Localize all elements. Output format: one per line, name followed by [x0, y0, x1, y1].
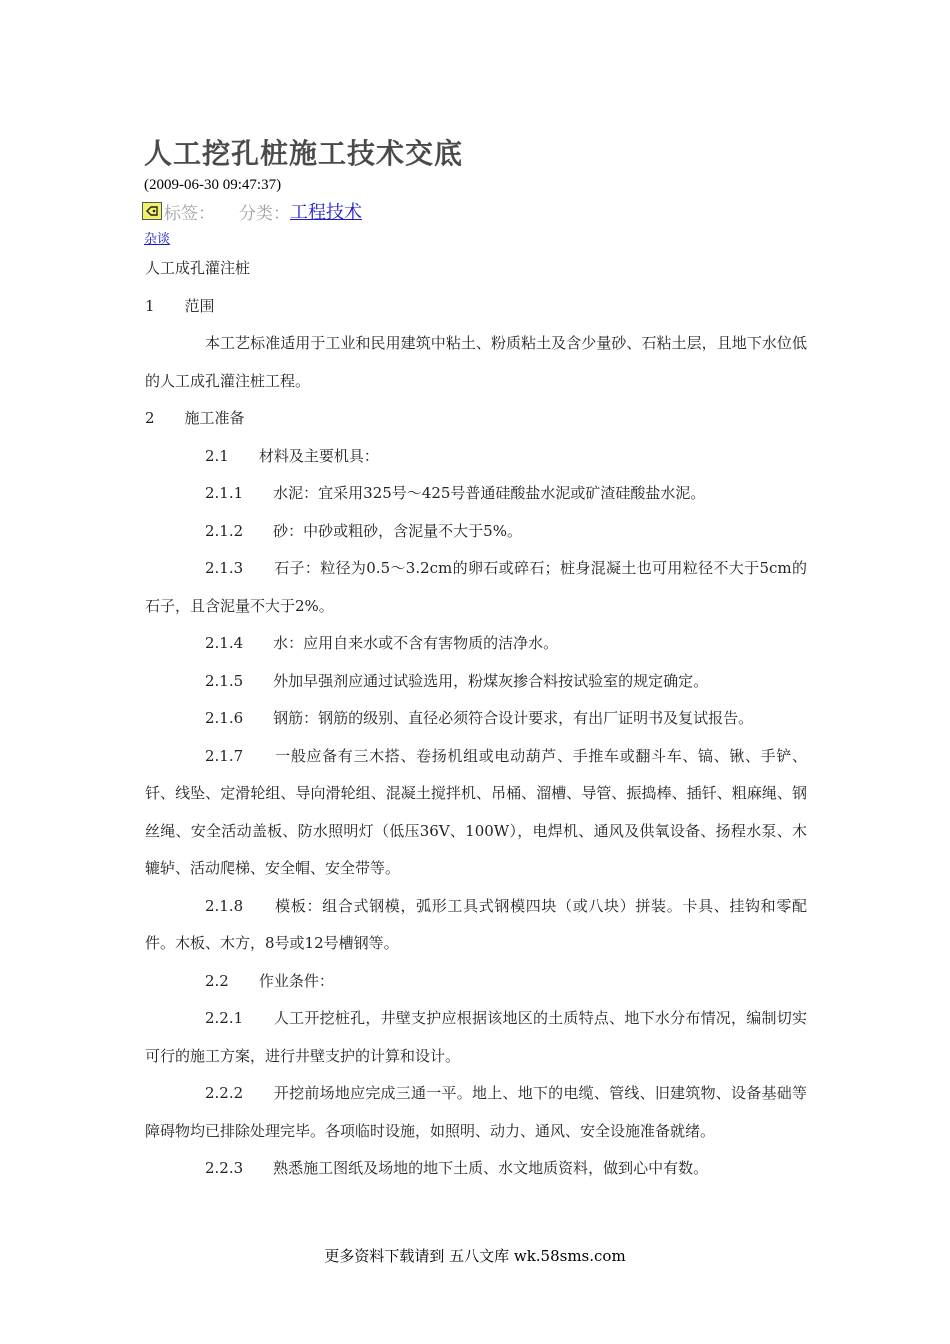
body-paragraph: 2.2.1 人工开挖桩孔，井壁支护应根据该地区的土质特点、地下水分布情况，编制切实可行的施工方案，进行井壁支护的计算和设计。	[145, 1009, 807, 1065]
post-timestamp: (2009-06-30 09:47:37)	[144, 177, 282, 193]
body-paragraph: 2.1.1 水泥：宜采用325号～425号普通硅酸盐水泥或矿渣硅酸盐水泥。	[205, 484, 706, 502]
article-meta	[142, 199, 362, 223]
body-paragraph: 2.1.4 水：应用自来水或不含有害物质的洁净水。	[205, 634, 559, 652]
subsection-heading: 2.1 材料及主要机具：	[205, 446, 379, 465]
category-label: 分类：	[239, 203, 290, 224]
body-paragraph: 2.1.7 一般应备有三木搭、卷扬机组或电动葫芦、手推车或翻斗车、镐、锹、手铲、钎、线坠、定滑轮组、导向滑轮组、混凝土搅拌机、吊桶、溜槽、导管、振捣棒、插钎、粗麻绳、钢丝绳、安全活动盖板、防水照明灯（低压36V、100W），电焊机、通风及供氧设备、扬程水泵、木辘轳、活动爬梯、安全帽、安全带等。	[145, 746, 807, 877]
body-paragraph: 2.1.2 砂：中砂或粗砂，含泥量不大于5%。	[205, 521, 522, 540]
body-paragraph: 本工艺标准适用于工业和民用建筑中粘土、粉质粘土及含少量砂、石粘土层，且地下水位低的人工成孔灌注桩工程。	[145, 334, 807, 390]
body-paragraph: 2.1.8 模板：组合式钢模，弧形工具式钢模四块（或八块）拼装。卡具、挂钩和零配件。木板、木方，8号或12号槽钢等。	[145, 896, 807, 952]
tag-label: 标签：	[164, 203, 215, 224]
body-paragraph: 2.1.3 石子：粒径为0.5～3.2cm的卵石或碎石；桩身混凝土也可用粒径不大于5cm的石子，且含泥量不大于2%。	[145, 559, 807, 615]
body-paragraph: 2.1.5 外加早强剂应通过试验选用，粉煤灰掺合料按试验室的规定确定。	[205, 671, 709, 690]
body-paragraph: 人工成孔灌注桩	[145, 259, 251, 277]
body-paragraph: 2.1.6 钢筋：钢筋的级别、直径必须符合设计要求，有出厂证明书及复试报告。	[205, 709, 754, 727]
article-title: 人工挖孔桩施工技术交底	[144, 137, 464, 170]
section-heading: 2 施工准备	[145, 409, 245, 427]
footer-note: 更多资料下载请到 五八文库 wk.58sms.com	[324, 1247, 626, 1265]
body-paragraph: 2.2.2 开挖前场地应完成三通一平。地上、地下的电缆、管线、旧建筑物、设备基础等障碍物均已排除处理完毕。各项临时设施，如照明、动力、通风、安全设施准备就绪。	[145, 1084, 807, 1140]
body-paragraph: 2.2.3 熟悉施工图纸及场地的地下土质、水文地质资料，做到心中有数。	[205, 1159, 709, 1177]
section-heading: 1 范围	[145, 296, 215, 315]
misc-tag-link[interactable]: 杂谈	[144, 232, 171, 247]
category-link[interactable]: 工程技术	[290, 202, 362, 223]
subsection-heading: 2.2 作业条件：	[205, 971, 334, 990]
article-body	[145, 250, 807, 1188]
tag-icon	[142, 202, 162, 220]
